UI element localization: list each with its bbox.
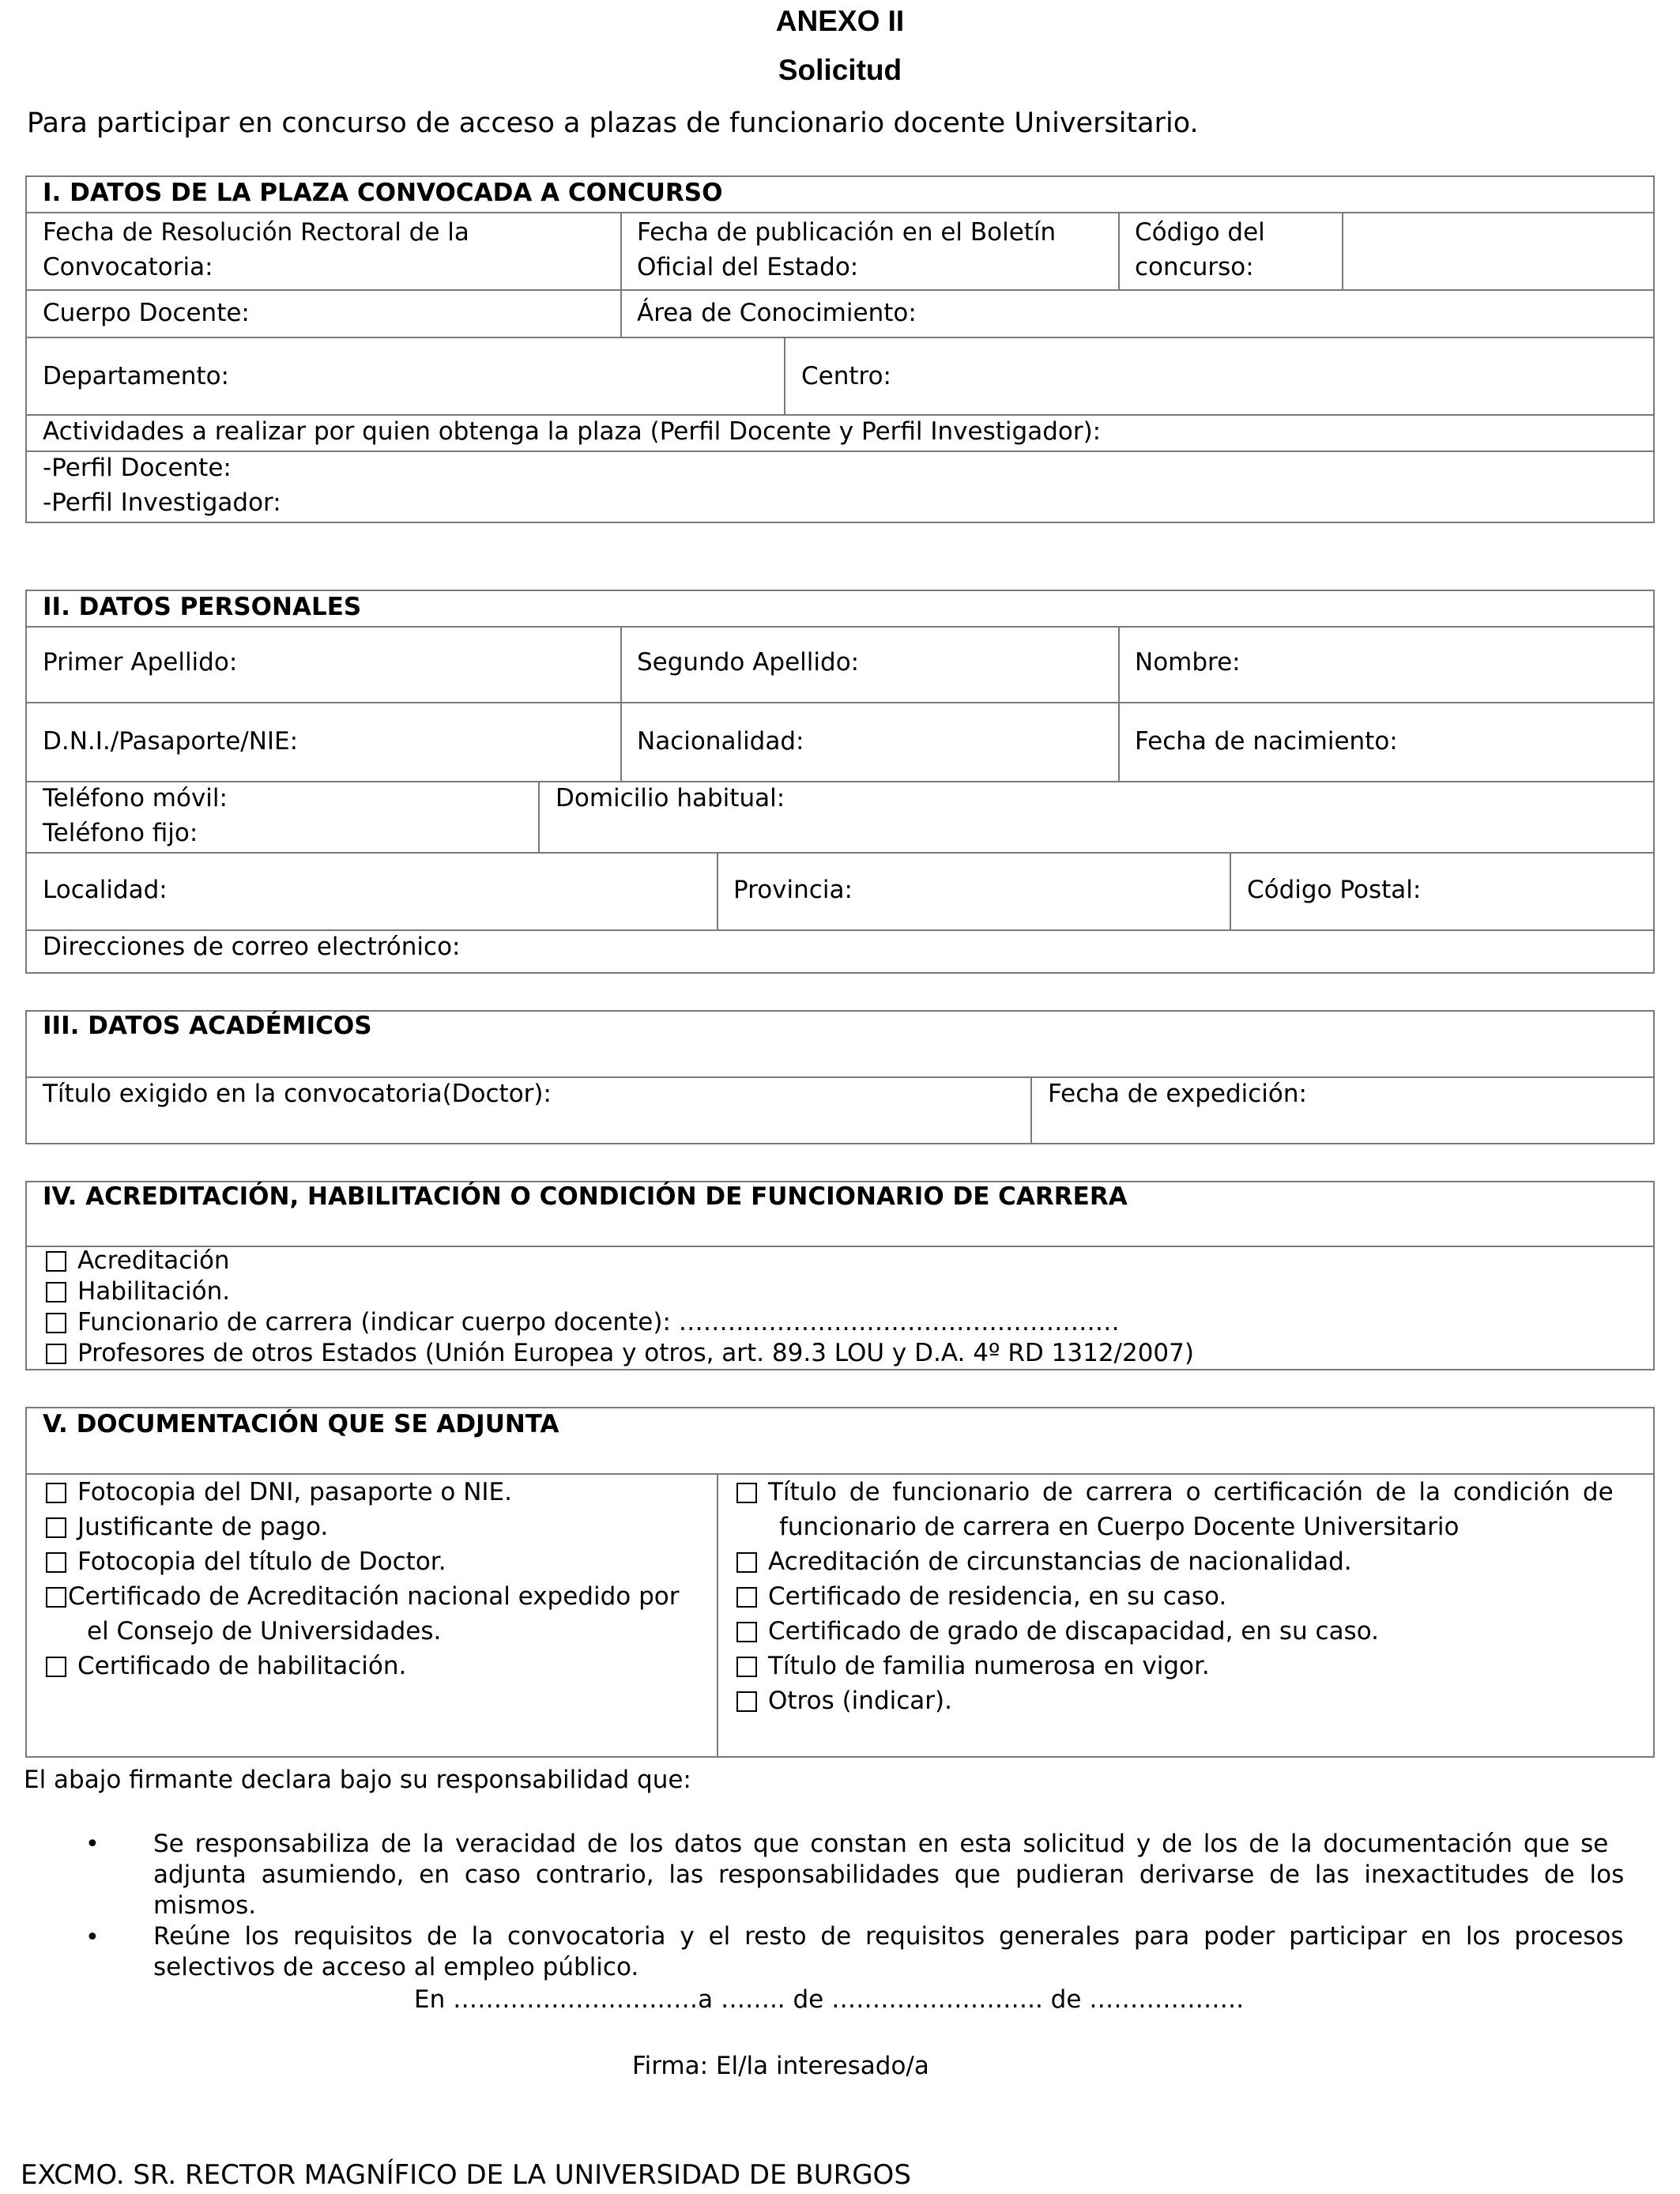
codigo-concurso-label: Código del bbox=[1135, 218, 1265, 247]
option-label: Habilitación. bbox=[77, 1277, 231, 1306]
fecha-expedicion-label: Fecha de expedición: bbox=[1048, 1080, 1307, 1108]
doc-label: Fotocopia del título de Doctor. bbox=[77, 1547, 446, 1576]
checkbox[interactable] bbox=[46, 1282, 66, 1302]
declaration-bullet-2-line-2: selectivos de acceso al empleo público. bbox=[153, 1953, 639, 1981]
bullet-icon: • bbox=[85, 1924, 100, 1951]
cuerpo-docente-label: Cuerpo Docente: bbox=[43, 299, 250, 327]
doc-label: Certificado de habilitación. bbox=[77, 1652, 407, 1680]
doc-otros[interactable] bbox=[736, 1683, 952, 1718]
correo-label: Direcciones de correo electrónico: bbox=[43, 933, 461, 961]
annex-title: ANEXO II bbox=[775, 5, 905, 37]
primer-apellido-label: Primer Apellido: bbox=[43, 648, 238, 677]
declaration-intro: El abajo firmante declara bajo su responsabilidad que: bbox=[24, 1766, 691, 1794]
section-5-title: V. DOCUMENTACIÓN QUE SE ADJUNTA bbox=[43, 1410, 559, 1438]
doc-label: Justificante de pago. bbox=[77, 1513, 329, 1541]
form-title: Solicitud bbox=[778, 54, 902, 86]
segundo-apellido-label: Segundo Apellido: bbox=[637, 648, 860, 677]
doc-certificado-acreditacion[interactable] bbox=[46, 1579, 680, 1614]
perfil-docente-label: -Perfil Docente: bbox=[43, 454, 232, 482]
domicilio-label: Domicilio habitual: bbox=[556, 784, 785, 812]
option-label: Funcionario de carrera (indicar cuerpo docente): ……………………………………………… bbox=[77, 1308, 1120, 1336]
section-4-title: IV. ACREDITACIÓN, HABILITACIÓN O CONDICIÓN DE FUNCIONARIO DE CARRERA bbox=[43, 1182, 1128, 1211]
option-habilitacion[interactable] bbox=[46, 1276, 230, 1307]
telefono-movil-label: Teléfono móvil: bbox=[43, 784, 228, 812]
option-label: Profesores de otros Estados (Unión Europea y otros, art. 89.3 LOU y D.A. 4º RD 1312/2007) bbox=[77, 1339, 1194, 1367]
form-subtitle: Para participar en concurso de acceso a plazas de funcionario docente Universitario. bbox=[27, 107, 1199, 139]
doc-titulo-doctor[interactable] bbox=[46, 1544, 446, 1579]
doc-discapacidad[interactable] bbox=[736, 1614, 1379, 1649]
codigo-concurso-label-2: concurso: bbox=[1135, 253, 1254, 281]
doc-label: Certificado de grado de discapacidad, en su caso. bbox=[768, 1617, 1379, 1646]
checkbox[interactable] bbox=[46, 1552, 66, 1573]
doc-label: Certificado de Acreditación nacional expedido por bbox=[68, 1582, 680, 1611]
centro-label: Centro: bbox=[801, 362, 891, 390]
doc-label: Fotocopia del DNI, pasaporte o NIE. bbox=[77, 1478, 512, 1506]
doc-label: Certificado de residencia, en su caso. bbox=[768, 1582, 1227, 1611]
doc-label: Acreditación de circunstancias de nacionalidad. bbox=[768, 1547, 1352, 1576]
codigo-postal-label: Código Postal: bbox=[1247, 876, 1422, 904]
section-1-title: I. DATOS DE LA PLAZA CONVOCADA A CONCURSO bbox=[43, 179, 723, 207]
doc-certificado-habilitacion[interactable] bbox=[46, 1649, 406, 1683]
doc-label: Título de funcionario de carrera o certificación de la condición de bbox=[768, 1478, 1614, 1506]
telefono-fijo-label: Teléfono fijo: bbox=[43, 819, 198, 847]
doc-label: Título de familia numerosa en vigor. bbox=[768, 1652, 1210, 1680]
actividades-label: Actividades a realizar por quien obtenga la plaza (Perfil Docente y Perfil Investigador): bbox=[43, 417, 1102, 446]
doc-certificado-acreditacion-cont: el Consejo de Universidades. bbox=[87, 1617, 442, 1646]
doc-nacionalidad[interactable] bbox=[736, 1544, 1352, 1579]
declaration-bullet-1-line-3: mismos. bbox=[153, 1891, 257, 1920]
fecha-nacimiento-label: Fecha de nacimiento: bbox=[1135, 727, 1398, 756]
checkbox[interactable] bbox=[736, 1657, 757, 1677]
checkbox[interactable] bbox=[46, 1313, 66, 1333]
checkbox[interactable] bbox=[736, 1587, 757, 1608]
section-3-title: III. DATOS ACADÉMICOS bbox=[43, 1012, 372, 1040]
doc-familia-numerosa[interactable] bbox=[736, 1649, 1210, 1683]
doc-titulo-funcionario[interactable] bbox=[736, 1475, 1614, 1510]
option-acreditacion[interactable] bbox=[46, 1246, 230, 1276]
titulo-exigido-label: Título exigido en la convocatoria(Doctor): bbox=[43, 1080, 552, 1108]
checkbox[interactable] bbox=[736, 1483, 757, 1503]
declaration-bullet-2-line-1: Reúne los requisitos de la convocatoria y el resto de requisitos generales para poder participar en los procesos bbox=[153, 1922, 1624, 1951]
option-label: Acreditación bbox=[77, 1246, 230, 1275]
doc-justificante-pago[interactable] bbox=[46, 1510, 328, 1544]
doc-residencia[interactable] bbox=[736, 1579, 1226, 1614]
perfil-investigador-label: -Perfil Investigador: bbox=[43, 488, 281, 517]
checkbox[interactable] bbox=[46, 1344, 66, 1364]
nacionalidad-label: Nacionalidad: bbox=[637, 727, 804, 756]
codigo-concurso-field[interactable] bbox=[1343, 213, 1653, 288]
fecha-resolucion-label: Fecha de Resolución Rectoral de la bbox=[43, 218, 469, 247]
option-funcionario-carrera[interactable] bbox=[46, 1307, 1120, 1338]
doc-titulo-funcionario-cont: funcionario de carrera en Cuerpo Docente Universitario bbox=[779, 1513, 1460, 1541]
doc-label: Otros (indicar). bbox=[768, 1687, 952, 1715]
declaration-bullet-1-line-1: Se responsabiliza de la veracidad de los datos que constan en esta solicitud y de los de la documentación que se bbox=[153, 1830, 1609, 1858]
section-2-title: II. DATOS PERSONALES bbox=[43, 593, 362, 621]
localidad-label: Localidad: bbox=[43, 876, 168, 904]
bullet-icon: • bbox=[85, 1830, 100, 1858]
place-date-line: En …………………………a …….. de …………………….. de ………………. bbox=[414, 1985, 1245, 2014]
checkbox[interactable] bbox=[46, 1517, 66, 1538]
nombre-label: Nombre: bbox=[1135, 648, 1241, 677]
fecha-resolucion-label-2: Convocatoria: bbox=[43, 253, 213, 281]
checkbox[interactable] bbox=[46, 1657, 66, 1677]
fecha-boe-label-2: Oficial del Estado: bbox=[637, 253, 859, 281]
checkbox[interactable] bbox=[736, 1622, 757, 1642]
doc-dni[interactable] bbox=[46, 1475, 512, 1510]
declaration-bullet-1-line-2: adjunta asumiendo, en caso contrario, las responsabilidades que pudieran derivarse de las inexactitudes de los bbox=[153, 1860, 1625, 1889]
signature-label: Firma: El/la interesado/a bbox=[632, 2052, 929, 2080]
area-conocimiento-label: Área de Conocimiento: bbox=[637, 299, 917, 327]
fecha-boe-label: Fecha de publicación en el Boletín bbox=[637, 218, 1057, 247]
checkbox[interactable] bbox=[736, 1552, 757, 1573]
checkbox[interactable] bbox=[736, 1691, 757, 1712]
addressee: EXCMO. SR. RECTOR MAGNÍFICO DE LA UNIVERSIDAD DE BURGOS bbox=[21, 2159, 911, 2191]
departamento-label: Departamento: bbox=[43, 362, 229, 390]
checkbox[interactable] bbox=[46, 1251, 66, 1272]
provincia-label: Provincia: bbox=[733, 876, 853, 904]
checkbox[interactable] bbox=[46, 1587, 66, 1608]
option-otros-estados[interactable] bbox=[46, 1338, 1194, 1369]
dni-label: D.N.I./Pasaporte/NIE: bbox=[43, 727, 299, 756]
checkbox[interactable] bbox=[46, 1483, 66, 1503]
